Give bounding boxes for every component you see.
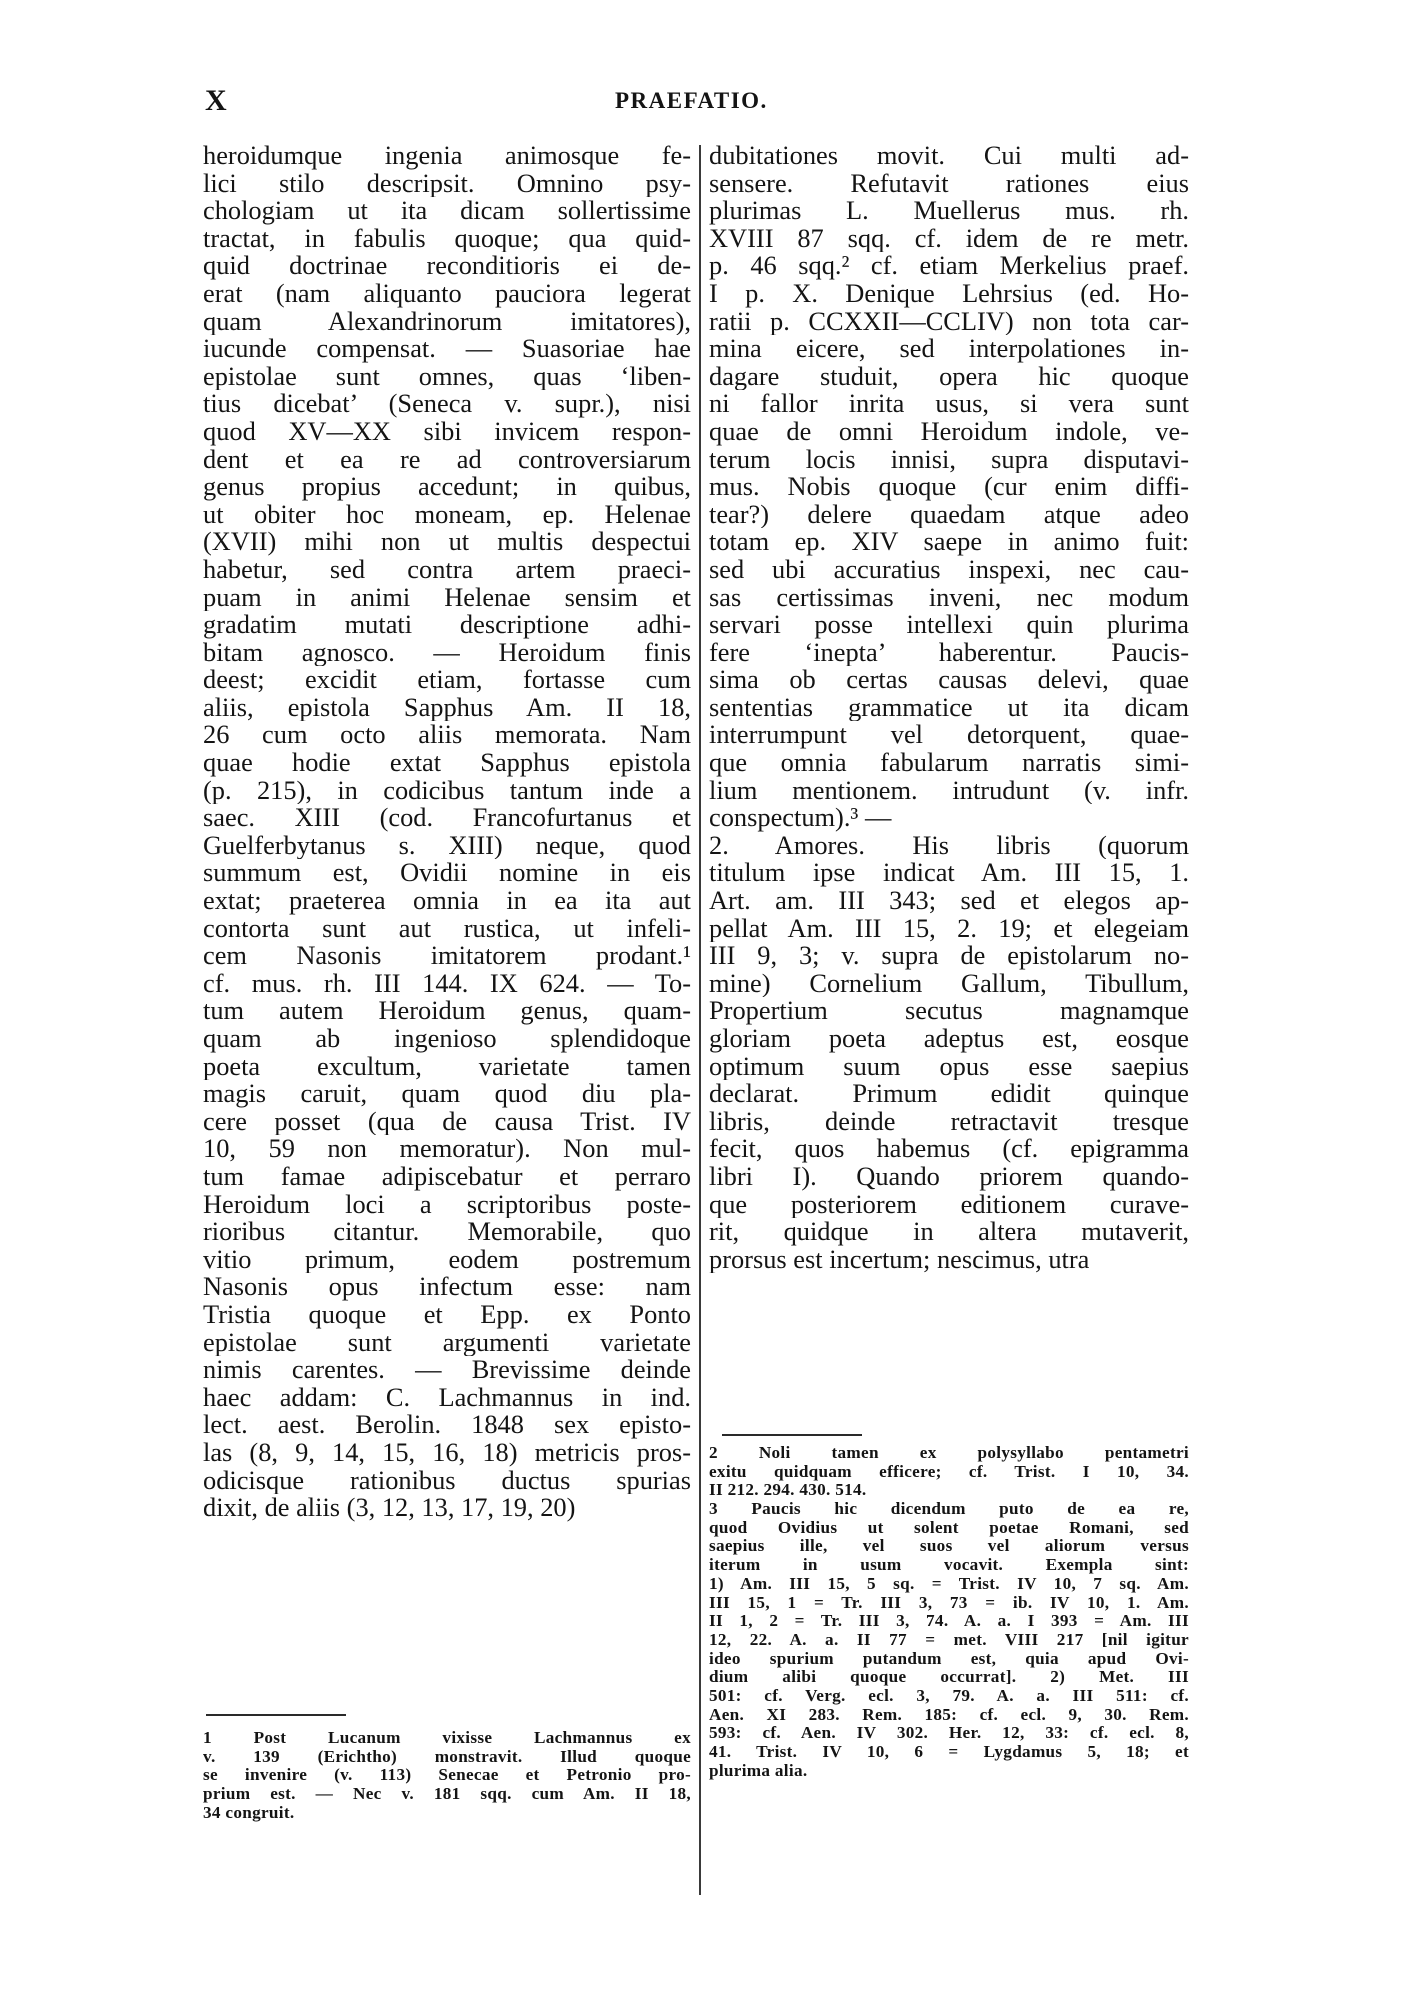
footnote-line: 2 Noli tamen ex polysyllabo pentametri xyxy=(709,1444,1189,1462)
text-line: (XVII) mihi non ut multis despectui xyxy=(203,528,691,556)
text-line: optimum suum opus esse saepius xyxy=(709,1052,1189,1081)
footnote-line: 41. Trist. IV 10, 6 = Lygdamus 5, 18; et xyxy=(709,1743,1189,1761)
text-line: lici stilo descripsit. Omnino psy- xyxy=(203,169,691,198)
text-line: Art. am. III 343; sed et elegos ap- xyxy=(709,887,1189,915)
footnote-line: se invenire (v. 113) Senecae et Petronio pro- xyxy=(203,1766,691,1785)
text-line: libri I). Quando priorem quando- xyxy=(709,1162,1189,1191)
text-line: XVIII 87 sqq. cf. idem de re metr. xyxy=(709,224,1189,253)
text-line: epistolae sunt argumenti varietate xyxy=(203,1328,691,1357)
text-line: quam Alexandrinorum imitatores), xyxy=(203,307,691,336)
text-line: mus. Nobis quoque (cur enim diffi- xyxy=(709,473,1189,501)
text-line: mine) Cornelium Gallum, Tibullum, xyxy=(709,969,1189,998)
text-line: ni fallor inrita usus, si vera sunt xyxy=(709,390,1189,418)
footnote-line: 1) Am. III 15, 5 sq. = Trist. IV 10, 7 sq. Am. xyxy=(709,1574,1189,1593)
text-line: sima ob certas causas delevi, quae xyxy=(709,666,1189,694)
footnote-line: dium alibi quoque occurrat]. 2) Met. III xyxy=(709,1668,1189,1687)
footnote-line: iterum in usum vocavit. Exempla sint: xyxy=(709,1556,1189,1575)
footnote-line: 1 Post Lucanum vixisse Lachmannus ex xyxy=(203,1729,691,1747)
text-line: aliis, epistola Sapphus Am. II 18, xyxy=(203,693,691,722)
text-line: fere ‘inepta’ haberentur. Paucis- xyxy=(709,638,1189,667)
text-line: rioribus citantur. Memorabile, quo xyxy=(203,1218,691,1246)
text-line: sensere. Refutavit rationes eius xyxy=(709,169,1189,198)
left-footnote-rule xyxy=(206,1714,346,1716)
text-line: tius dicebat’ (Seneca v. supr.), nisi xyxy=(203,390,691,418)
text-line: las (8, 9, 14, 15, 16, 18) metricis pros- xyxy=(203,1438,691,1467)
text-line: heroidumque ingenia animosque fe- xyxy=(203,142,691,170)
text-line: odicisque rationibus ductus spurias xyxy=(203,1466,691,1495)
text-line: iucunde compensat. — Suasoriae hae xyxy=(203,335,691,363)
text-line: deest; excidit etiam, fortasse cum xyxy=(203,666,691,694)
text-line: 2. Amores. His libris (quorum xyxy=(709,831,1189,860)
footnote-line: 593: cf. Aen. IV 302. Her. 12, 33: cf. ecl. 8, xyxy=(709,1724,1189,1743)
text-line: epistolae sunt omnes, quas ‘liben- xyxy=(203,362,691,391)
text-line: cere posset (qua de causa Trist. IV xyxy=(203,1107,691,1136)
text-line: contorta sunt aut rustica, ut infeli- xyxy=(203,914,691,943)
text-line: dubitationes movit. Cui multi ad- xyxy=(709,142,1189,170)
text-line: totam ep. XIV saepe in animo fuit: xyxy=(709,528,1189,556)
footnote-line: 501: cf. Verg. ecl. 3, 79. A. a. III 511: cf. xyxy=(709,1686,1189,1705)
text-line: Propertium secutus magnamque xyxy=(709,997,1189,1025)
text-line: dixit, de aliis (3, 12, 13, 17, 19, 20) xyxy=(203,1494,576,1522)
text-line: gradatim mutati descriptione adhi- xyxy=(203,611,691,639)
text-line: titulum ipse indicat Am. III 15, 1. xyxy=(709,859,1189,888)
text-line: haec addam: C. Lachmannus in ind. xyxy=(203,1383,691,1412)
text-line: quam ab ingenioso splendidoque xyxy=(203,1025,691,1053)
page-number: X xyxy=(205,84,228,117)
text-line: tum autem Heroidum genus, quam- xyxy=(203,997,691,1025)
text-line: nimis carentes. — Brevissime deinde xyxy=(203,1356,691,1384)
left-column-text xyxy=(203,142,691,1522)
text-line: ratii p. CCXXII—CCLIV) non tota car- xyxy=(709,307,1189,336)
footnote-line: 34 congruit. xyxy=(203,1803,295,1822)
text-line: interrumpunt vel detorquent, quae- xyxy=(709,721,1189,750)
text-line: dent et ea re ad controversiarum xyxy=(203,445,691,474)
text-line: cf. mus. rh. III 144. IX 624. — To- xyxy=(203,969,691,998)
right-footnotes xyxy=(709,1444,1189,1780)
column-divider xyxy=(699,145,701,1895)
text-line: conspectum).³ — xyxy=(709,804,892,832)
text-line: que posteriorem editionem curave- xyxy=(709,1190,1189,1219)
footnote-line: plurima alia. xyxy=(709,1761,808,1780)
right-footnote-rule xyxy=(722,1434,862,1436)
footnote-line: saepius ille, vel suos vel aliorum versus xyxy=(709,1537,1189,1556)
right-column-text xyxy=(709,142,1189,1273)
text-line: puam in animi Helenae sensim et xyxy=(203,583,691,612)
text-line: Tristia quoque et Epp. ex Ponto xyxy=(203,1300,691,1329)
text-line: extat; praeterea omnia in ea ita aut xyxy=(203,887,691,915)
text-line: declarat. Primum edidit quinque xyxy=(709,1080,1189,1108)
footnote-line: ideo spurium putandum est, quia apud Ovi- xyxy=(709,1649,1189,1668)
text-line: magis caruit, quam quod diu pla- xyxy=(203,1080,691,1108)
footnote-line: quod Ovidius ut solent poetae Romani, sed xyxy=(709,1518,1189,1537)
text-line: pellat Am. III 15, 2. 19; et elegeiam xyxy=(709,914,1189,943)
text-line: bitam agnosco. — Heroidum finis xyxy=(203,638,691,667)
text-line: prorsus est incertum; nescimus, utra xyxy=(709,1245,1090,1274)
text-line: lium mentionem. intrudunt (v. infr. xyxy=(709,776,1189,805)
text-line: poeta excultum, varietate tamen xyxy=(203,1052,691,1081)
text-line: plurimas L. Muellerus mus. rh. xyxy=(709,197,1189,225)
text-line: tractat, in fabulis quoque; qua quid- xyxy=(203,224,691,253)
text-line: dagare studuit, opera hic quoque xyxy=(709,362,1189,391)
text-line: quae de omni Heroidum indole, ve- xyxy=(709,417,1189,446)
text-line: tum famae adipiscebatur et perraro xyxy=(203,1162,691,1191)
text-line: erat (nam aliquanto pauciora legerat xyxy=(203,279,691,308)
footnote-line: III 15, 1 = Tr. III 3, 73 = ib. IV 10, 1. Am. xyxy=(709,1593,1189,1612)
text-line: tear?) delere quaedam atque adeo xyxy=(709,500,1189,529)
footnote-line: v. 139 (Erichtho) monstravit. Illud quoque xyxy=(203,1747,691,1766)
text-line: saec. XIII (cod. Francofurtanus et xyxy=(203,804,691,832)
text-line: (p. 215), in codicibus tantum inde a xyxy=(203,776,691,805)
text-line: ut obiter hoc moneam, ep. Helenae xyxy=(203,500,691,529)
footnote-line: Aen. XI 283. Rem. 185: cf. ecl. 9, 30. Rem. xyxy=(709,1705,1189,1724)
footnote-line: prium est. — Nec v. 181 sqq. cum Am. II 18, xyxy=(203,1785,691,1804)
text-line: sas certissimas inveni, nec modum xyxy=(709,583,1189,612)
text-line: 26 cum octo aliis memorata. Nam xyxy=(203,721,691,750)
text-line: Guelferbytanus s. XIII) neque, quod xyxy=(203,831,691,860)
text-line: servari posse intellexi quin plurima xyxy=(709,611,1189,639)
text-line: summum est, Ovidii nomine in eis xyxy=(203,859,691,888)
text-line: fecit, quos habemus (cf. epigramma xyxy=(709,1135,1189,1163)
text-line: libris, deinde retractavit tresque xyxy=(709,1107,1189,1136)
text-line: quid doctrinae reconditioris ei de- xyxy=(203,252,691,280)
text-line: cem Nasonis imitatorem prodant.¹ xyxy=(203,942,691,970)
text-line: rit, quidque in altera mutaverit, xyxy=(709,1218,1189,1246)
left-footnotes xyxy=(203,1729,691,1822)
text-line: Heroidum loci a scriptoribus poste- xyxy=(203,1190,691,1219)
text-line: genus propius accedunt; in quibus, xyxy=(203,473,691,501)
text-line: sententias grammatice ut ita dicam xyxy=(709,693,1189,722)
text-line: sed ubi accuratius inspexi, nec cau- xyxy=(709,555,1189,584)
text-line: lect. aest. Berolin. 1848 sex episto- xyxy=(203,1411,691,1439)
text-line: vitio primum, eodem postremum xyxy=(203,1245,691,1274)
footnote-line: II 1, 2 = Tr. III 3, 74. A. a. I 393 = Am. III xyxy=(709,1612,1189,1631)
text-line: III 9, 3; v. supra de epistolarum no- xyxy=(709,942,1189,970)
text-line: quod XV—XX sibi invicem respon- xyxy=(203,417,691,446)
text-line: gloriam poeta adeptus est, eosque xyxy=(709,1025,1189,1053)
text-line: terum locis innisi, supra disputavi- xyxy=(709,445,1189,474)
footnote-line: exitu quidquam efficere; cf. Trist. I 10, 34. xyxy=(709,1462,1189,1481)
running-head: PRAEFATIO. xyxy=(615,88,768,113)
text-line: quae hodie extat Sapphus epistola xyxy=(203,749,691,777)
footnote-line: 12, 22. A. a. II 77 = met. VIII 217 [nil igitur xyxy=(709,1630,1189,1649)
text-line: chologiam ut ita dicam sollertissime xyxy=(203,197,691,225)
footnote-line: 3 Paucis hic dicendum puto de ea re, xyxy=(709,1500,1189,1519)
text-line: que omnia fabularum narratis simi- xyxy=(709,749,1189,777)
text-line: p. 46 sqq.² cf. etiam Merkelius praef. xyxy=(709,252,1189,280)
text-line: mina eicere, sed interpolationes in- xyxy=(709,335,1189,363)
text-line: I p. X. Denique Lehrsius (ed. Ho- xyxy=(709,279,1189,308)
text-line: 10, 59 non memoratur). Non mul- xyxy=(203,1135,691,1163)
text-line: habetur, sed contra artem praeci- xyxy=(203,555,691,584)
page-header xyxy=(205,84,1185,124)
footnote-line: II 212. 294. 430. 514. xyxy=(709,1481,867,1500)
text-line: Nasonis opus infectum esse: nam xyxy=(203,1273,691,1301)
